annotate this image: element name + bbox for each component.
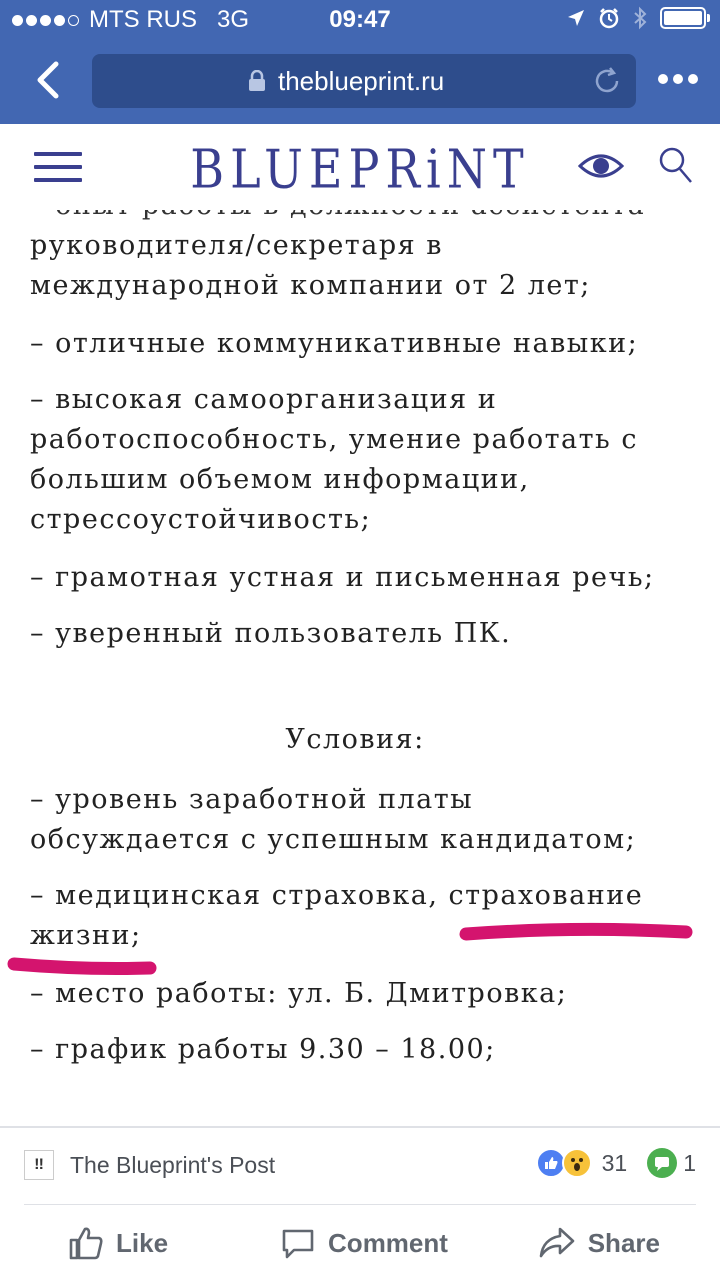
text-line: – высокая самоорганизация и [30, 384, 498, 415]
url-text: theblueprint.ru [278, 66, 445, 96]
network-type: 3G [217, 6, 250, 33]
text-line: – график работы 9.30 – 18.00; [30, 1034, 496, 1065]
text-line: руководителя/секретаря в [30, 230, 443, 261]
post-attribution-row [0, 1128, 720, 1204]
reactions-summary[interactable] [536, 1148, 696, 1178]
back-button[interactable] [28, 58, 72, 102]
comment-count-icon [647, 1148, 677, 1178]
alarm-icon [598, 7, 620, 29]
highlight-underline-2 [4, 954, 160, 980]
wow-reaction-icon [562, 1148, 592, 1178]
text-line: большим объемом информации, [30, 464, 530, 495]
reaction-count: 31 [601, 1149, 628, 1176]
carrier-name: MTS RUS [89, 6, 197, 33]
share-label: Share [587, 1227, 660, 1258]
clock: 09:47 [329, 6, 391, 33]
search-icon[interactable] [658, 146, 694, 186]
divider [24, 1204, 696, 1205]
requirement-item [30, 324, 638, 364]
text-line: – отличные коммуникативные навыки; [30, 328, 639, 359]
lock-icon [248, 70, 266, 92]
address-bar[interactable] [92, 54, 636, 108]
chevron-left-icon [28, 58, 72, 102]
highlight-underline-1 [456, 920, 696, 946]
text-line: – уверенный пользователь ПК. [30, 618, 512, 649]
requirement-item [30, 380, 638, 540]
text-line: работоспособность, умение работать с [30, 424, 638, 455]
text-line: жизни; [30, 920, 142, 951]
thumbs-up-icon [68, 1225, 104, 1261]
requirement-item [30, 558, 655, 598]
site-header [0, 124, 720, 210]
reload-icon[interactable] [592, 66, 622, 96]
eye-icon[interactable] [578, 150, 624, 182]
text-line: стрессоустойчивость; [30, 504, 372, 535]
site-logo[interactable]: BLUEPRiNT [190, 137, 530, 201]
share-button[interactable] [463, 1206, 720, 1280]
like-label: Like [116, 1227, 169, 1258]
comment-button[interactable] [265, 1206, 462, 1280]
browser-bar [0, 40, 720, 124]
condition-item [30, 974, 567, 1014]
status-bar [0, 0, 720, 40]
comment-label: Comment [328, 1227, 448, 1258]
text-line: – грамотная устная и письменная речь; [30, 562, 655, 593]
like-button[interactable] [0, 1206, 265, 1280]
comment-count: 1 [683, 1149, 696, 1176]
section-heading: Условия: [285, 724, 425, 755]
page-avatar[interactable]: ‼ [24, 1150, 54, 1180]
post-title[interactable]: The Blueprint's Post [70, 1152, 276, 1178]
requirement-item [30, 226, 591, 306]
text-line: обсуждается с успешным кандидатом; [30, 824, 637, 855]
text-line: международной компании от 2 лет; [30, 270, 591, 301]
location-arrow-icon [566, 8, 586, 28]
bluetooth-icon [632, 6, 648, 30]
post-actions [0, 1206, 720, 1280]
text-line: – уровень заработной платы [30, 784, 474, 815]
requirement-item [30, 614, 511, 654]
text-line: – место работы: ул. Б. Дмитровка; [30, 978, 568, 1009]
battery-icon [660, 7, 706, 29]
condition-item [30, 780, 636, 860]
condition-item [30, 1030, 496, 1070]
text-line: – медицинская страховка, страхование [30, 880, 644, 911]
more-options-button[interactable] [658, 74, 698, 84]
comment-bubble-icon [280, 1225, 316, 1261]
share-arrow-icon [538, 1225, 576, 1261]
